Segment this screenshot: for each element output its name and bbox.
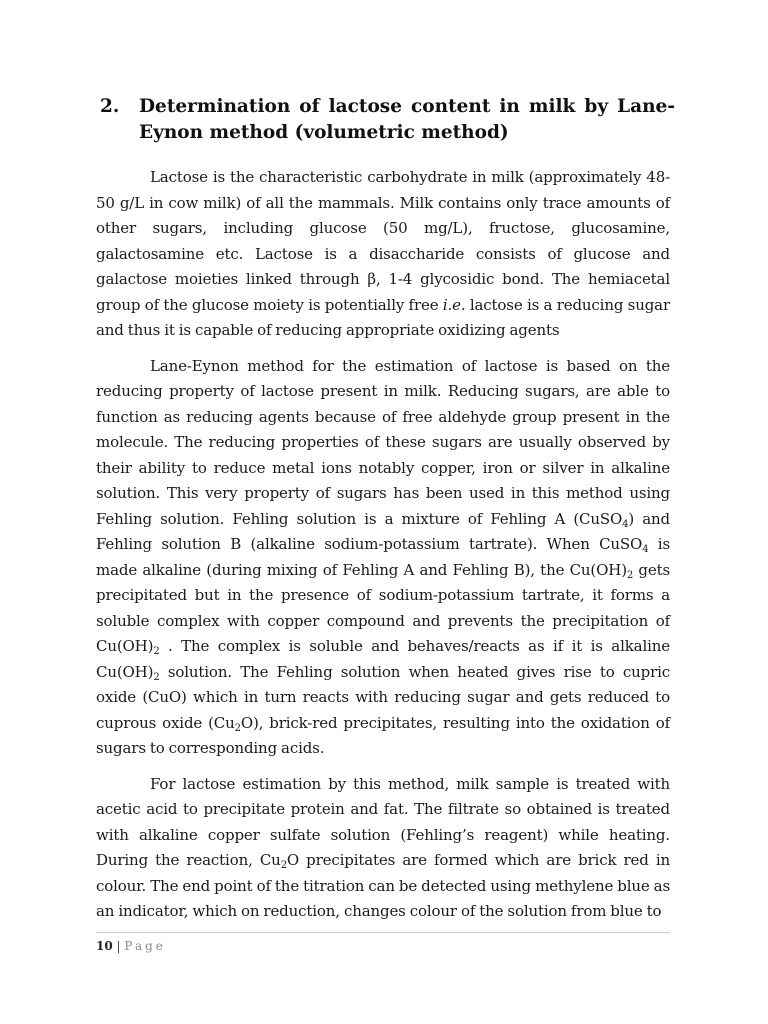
paragraph-lactose-estimation (96, 772, 670, 925)
paragraph-lane-eynon-principle (96, 354, 670, 762)
text-run: Lactose is the characteristic carbohydrate in milk (approximately 48-50 g/L in cow milk) of all the mammals. Milk contains only trace amounts of other sugars, including glucose (50 mg/L), fructose, glucosamine, galactosamine etc. Lactose is a disaccharide consists of glucose and galactose moieties linked through β, 1-4 glycosidic bond. The hemiacetal group of the glucose moiety is potentially free (96, 168, 670, 314)
footer-separator: | (116, 939, 121, 953)
text-run: gets precipitated but in the presence of sodium-potassium tartrate, it forms a soluble complex with copper compound and prevents the precipitation of Cu(OH) (96, 560, 671, 655)
italic-text: i.e. (442, 295, 466, 314)
page-number: 10 (96, 939, 113, 953)
paragraph-lactose-intro (96, 165, 670, 344)
section-heading (100, 94, 675, 146)
subscript-text: 2 (153, 646, 160, 657)
body-text (96, 165, 670, 935)
text-run: ) and Fehling solution B (alkaline sodium-potassium tartrate). When CuSO (96, 509, 670, 553)
subscript-text: 2 (626, 569, 634, 581)
subscript-text: 4 (622, 518, 629, 530)
text-run: lactose is a reducing sugar and thus it is capable of reducing appropriate oxidizing agents (96, 295, 670, 339)
subscript-text: 2 (234, 722, 241, 734)
subscript-text: 2 (153, 671, 160, 683)
page-label: Page (124, 939, 166, 953)
footer-divider (96, 932, 670, 933)
subscript-text: 4 (642, 544, 649, 555)
text-run: O precipitates are formed which are brick red in colour. The end point of the titration can be detected using methylene blue as an indicator, which on reduction, changes colour of the solution from blue to (96, 851, 670, 920)
page-footer (96, 938, 166, 954)
section-number: 2. (100, 96, 120, 117)
text-run: Lane-Eynon method for the estimation of lactose is based on the reducing property of lactose present in milk. Reducing sugars, are able to function as reducing agents because of free aldehyde group present in the molecule. The reducing properties of these sugars are usually observed by their ability to reduce metal ions notably copper, iron or silver in alkaline solution. This very property of sugars has been used in this method using Fehling solution. Fehling solution is a mixture of Fehling A (CuSO (96, 356, 670, 528)
section-title: Determination of lactose content in milk by Lane-Eynon method (volumetric method) (139, 96, 675, 143)
subscript-text: 2 (280, 860, 287, 871)
text-run: solution. The Fehling solution when heated gives rise to cupric oxide (CuO) which in turn reacts with reducing sugar and gets reduced to cuprous oxide (Cu (96, 662, 670, 732)
text-run: O), brick-red precipitates, resulting into the oxidation of sugars to corresponding acids. (96, 713, 670, 757)
text-run: For lactose estimation by this method, milk sample is treated with acetic acid to precipitate protein and fat. The filtrate so obtained is treated with alkaline copper sulfate solution (Fehling’s reagent) while heating. During the reaction, Cu (96, 774, 670, 869)
text-run: . The complex is soluble and behaves/reacts as if it is alkaline Cu(OH) (96, 637, 670, 681)
text-run: is made alkaline (during mixing of Fehling A and Fehling B), the Cu(OH) (96, 535, 671, 579)
